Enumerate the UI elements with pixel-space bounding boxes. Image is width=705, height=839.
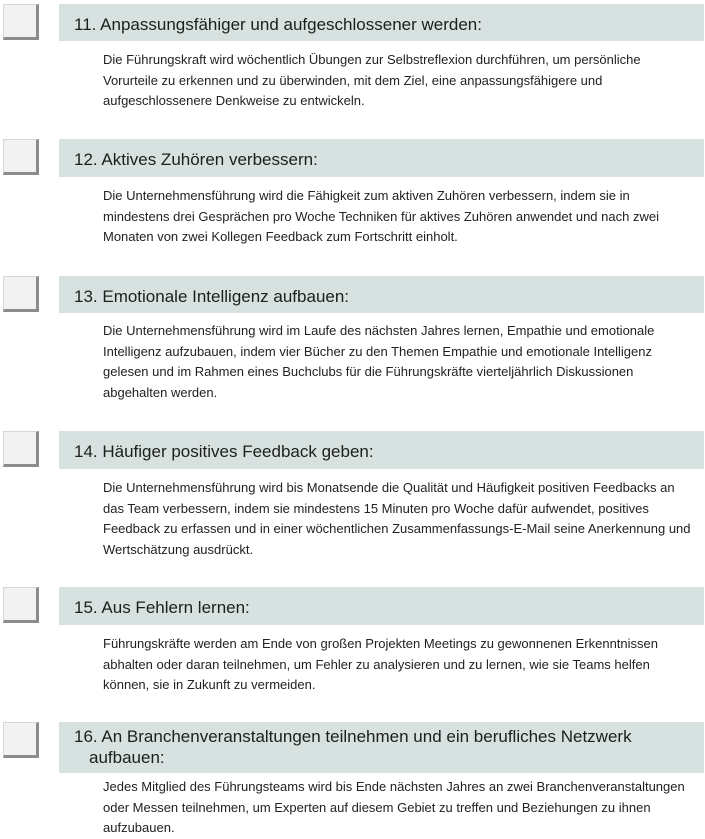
item-title: 12. Aktives Zuhören verbessern: — [59, 139, 704, 177]
item-title: 15. Aus Fehlern lernen: — [59, 587, 704, 625]
checkbox[interactable] — [3, 4, 39, 40]
checkbox[interactable] — [3, 276, 39, 312]
item-description: Die Führungskraft wird wöchentlich Übungen zur Selbstreflexion durchführen, um persönliche Vorurteile zu erkennen und zu überwinden, mit dem Ziel, eine anpassungsfähigere und aufgeschlossenere Denkweise zu entwickeln. — [103, 52, 641, 108]
item-title: 14. Häufiger positives Feedback geben: — [59, 431, 704, 469]
item-title: 11. Anpassungsfähiger und aufgeschlossener werden: — [59, 4, 704, 41]
item-description: Die Unternehmensführung wird bis Monatsende die Qualität und Häufigkeit positiven Feedbacks an das Team verbessern, indem sie mindestens 15 Minuten pro Woche dafür aufwendet, positives Feedback zu erfassen und in einer wöchentlichen Zusammenfassungs-E-Mail seine Anerkennung und Wertschätzung ausdrückt. — [103, 480, 691, 557]
item-description: Die Unternehmensführung wird die Fähigkeit zum aktiven Zuhören verbessern, indem sie in mindestens drei Gesprächen pro Woche Techniken für aktives Zuhören anwendet und nach zwei Monaten von zwei Kollegen Feedback zum Fortschritt einholt. — [103, 188, 659, 244]
checkbox[interactable] — [3, 722, 39, 758]
checkbox[interactable] — [3, 139, 39, 175]
item-description: Jedes Mitglied des Führungsteams wird bis Ende nächsten Jahres an zwei Branchenveranstaltungen oder Messen teilnehmen, um Experten auf diesem Gebiet zu treffen und Beziehungen zu ihnen aufzubauen. — [103, 779, 685, 835]
checkbox[interactable] — [3, 431, 39, 467]
checkbox[interactable] — [3, 587, 39, 623]
item-title: 16. An Branchenveranstaltungen teilnehmen und ein berufliches Netzwerk aufbauen: — [59, 722, 704, 773]
item-title: 13. Emotionale Intelligenz aufbauen: — [59, 276, 704, 313]
item-description: Die Unternehmensführung wird im Laufe des nächsten Jahres lernen, Empathie und emotionale Intelligenz aufzubauen, indem vier Bücher zu den Themen Empathie und emotionale Intelligenz gelesen und im Rahmen eines Buchclubs für die Führungskräfte vierteljährlich Diskussionen abgehalten werden. — [103, 323, 655, 400]
item-description: Führungskräfte werden am Ende von großen Projekten Meetings zu gewonnenen Erkenntnissen abhalten oder daran teilnehmen, um Fehler zu analysieren und zu lernen, wie sie Teams helfen können, sie in Zukunft zu vermeiden. — [103, 636, 658, 692]
